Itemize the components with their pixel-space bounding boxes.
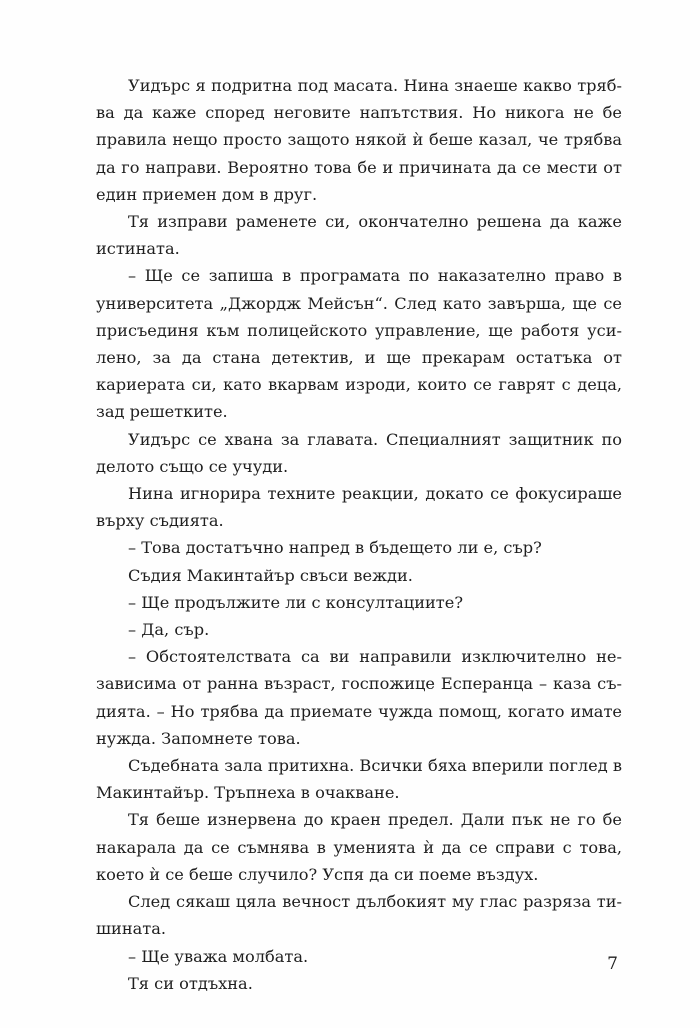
paragraph: – Ще уважа молбата. — [128, 946, 309, 966]
paragraph: Съдия Макинтайър свъси вежди. — [128, 565, 413, 585]
paragraph: Тя беше изнервена до краен предел. Дали пък не го бе накарала да се съмнява в уменията ѝ да се справи с това, което ѝ се беше случило? Успя да си поеме въздух. — [96, 810, 622, 884]
paragraph: – Ще се запиша в програмата по наказателно право в университета „Джордж Мейсън“. След като завърша, ще се присъединя към полицейското управление, ще работя усилено, за да стана детектив, и ще прекарам остатъка от кариерата си, като вкарвам изроди, които се гаврят с деца, зад решетките. — [96, 266, 622, 422]
page-number: 7 — [607, 954, 618, 974]
paragraph: Тя изправи раменете си, окончателно решена да каже истината. — [96, 212, 622, 259]
paragraph: – Обстоятелствата са ви направили изключително независима от ранна възраст, госпожице Есперанца – каза съдията. – Но трябва да приемате чужда помощ, когато имате нужда. Запомнете това. — [96, 647, 622, 748]
paragraph: – Да, сър. — [128, 620, 210, 640]
paragraph: Нина игнорира техните реакции, докато се фокусираше върху съдията. — [96, 484, 622, 531]
paragraph: Уидърс се хвана за главата. Специалният защитник по делото също се учуди. — [96, 429, 622, 476]
paragraph: След сякаш цяла вечност дълбокият му глас разряза тишината. — [96, 892, 622, 939]
paragraph: Съдебната зала притихна. Всички бяха вперили поглед в Макинтайър. Тръпнеха в очакване. — [96, 756, 622, 803]
paragraph: – Това достатъчно напред в бъдещето ли е, сър? — [128, 538, 542, 558]
paragraph: – Ще продължите ли с консултациите? — [128, 592, 464, 612]
paragraph: Уидърс я подритна под масата. Нина знаеше какво трябва да каже според неговите напътствия. Но никога не бе правила нещо просто защото някой ѝ беше казал, че трябва да го направи. Вероятно това бе и причината да се мести от един приемен дом в друг. — [96, 76, 622, 204]
body-text — [96, 72, 622, 997]
paragraph: Тя си отдъхна. — [128, 973, 253, 993]
